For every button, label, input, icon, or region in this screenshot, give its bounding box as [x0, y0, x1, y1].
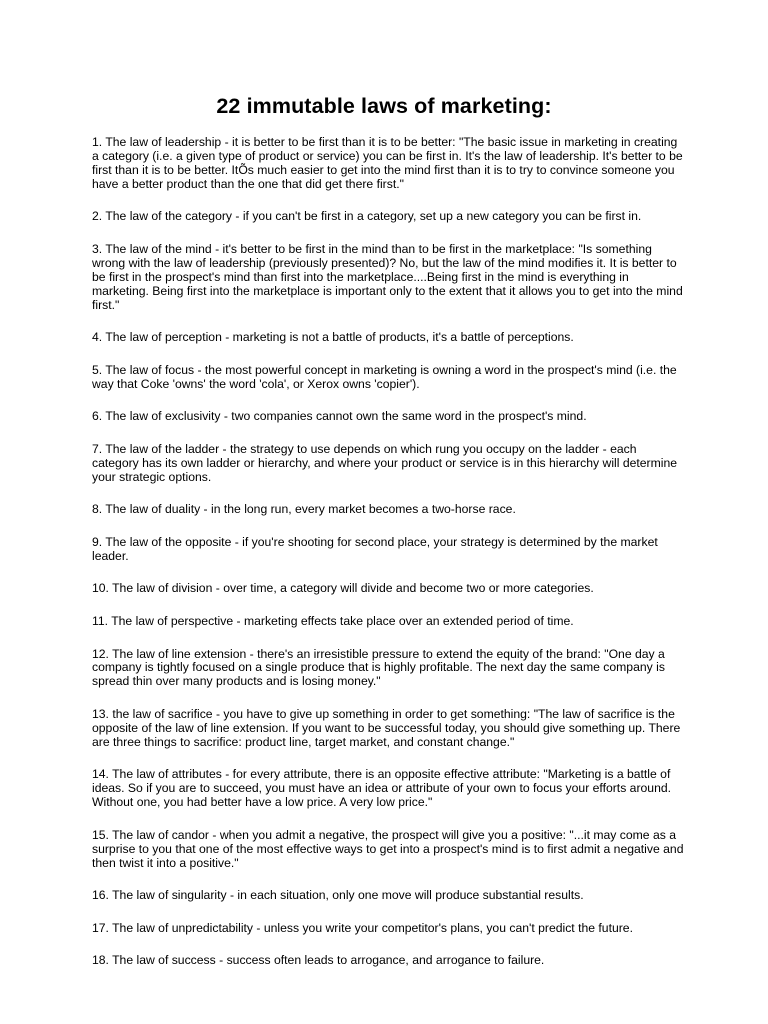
law-item: 15. The law of candor - when you admit a negative, the prospect will give you a positive: "...it may come as a surprise to you that one of the most effective ways to get into a prospect's mind is to first admit a negative and then twist it into a positive." — [92, 827, 684, 870]
law-item: 16. The law of singularity - in each situation, only one move will produce substantial results. — [92, 888, 584, 903]
law-item: 14. The law of attributes - for every attribute, there is an opposite effective attribute: "Marketing is a battle of ideas. So if you are to succeed, you must have an idea or attribute of your own to focus your efforts around. Without one, you had better have a low price. A very low price." — [92, 767, 672, 810]
law-item: 10. The law of division - over time, a category will divide and become two or more categories. — [92, 581, 594, 596]
law-item: 7. The law of the ladder - the strategy to use depends on which rung you occupy on the ladder - each category has its own ladder or hierarchy, and where your product or service is in this hierarchy will determine your strategic options. — [92, 441, 678, 484]
law-item: 9. The law of the opposite - if you're shooting for second place, your strategy is determined by the market leader. — [92, 534, 658, 563]
law-item: 6. The law of exclusivity - two companies cannot own the same word in the prospect's mind. — [92, 409, 587, 424]
law-item: 17. The law of unpredictability - unless you write your competitor's plans, you can't predict the future. — [92, 920, 633, 935]
law-item: 11. The law of perspective - marketing effects take place over an extended period of time. — [92, 613, 574, 628]
law-item: 4. The law of perception - marketing is not a battle of products, it's a battle of perceptions. — [92, 330, 574, 345]
law-item: 5. The law of focus - the most powerful concept in marketing is owning a word in the prospect's mind (i.e. the way that Coke 'owns' the word 'cola', or Xerox owns 'copier'). — [92, 362, 677, 391]
law-item: 3. The law of the mind - it's better to be first in the mind than to be first in the marketplace: "Is something wrong with the law of leadership (previously presented)? No, but the law of the mind modifies it. It is better to be first in the prospect's mind than first into the marketplace....Being first in the mind is everything in marketing. Being first into the marketplace is important only to the extent that it allows you to get into the mind first." — [92, 241, 683, 312]
law-item: 2. The law of the category - if you can't be first in a category, set up a new category you can be first in. — [92, 209, 642, 224]
law-item: 1. The law of leadership - it is better to be first than it is to be better: "The basic issue in marketing in creating a category (i.e. a given type of product or service) you can be first in. It's the law of leadership. It's better to be first than it is to be better. ItÕs much easier to get into the mind first than it is to try to convince someone you have a better product than the one that did get there first." — [92, 135, 683, 191]
law-item: 18. The law of success - success often leads to arrogance, and arrogance to failure. — [92, 953, 545, 968]
law-item: 8. The law of duality - in the long run, every market becomes a two-horse race. — [92, 502, 516, 517]
law-item: 13. the law of sacrifice - you have to give up something in order to get something: "The law of sacrifice is the opposite of the law of line extension. If you want to be successful today, you should give something up. There are three things to sacrifice: product line, target market, and constant change." — [92, 706, 681, 749]
document-title: 22 immutable laws of marketing: — [216, 94, 552, 118]
law-item: 12. The law of line extension - there's an irresistible pressure to extend the equity of the brand: "One day a company is tightly focused on a single produce that is highly profitable. The next day the same company is spread thin over many products and is losing money." — [92, 646, 665, 689]
laws-list — [92, 136, 684, 987]
